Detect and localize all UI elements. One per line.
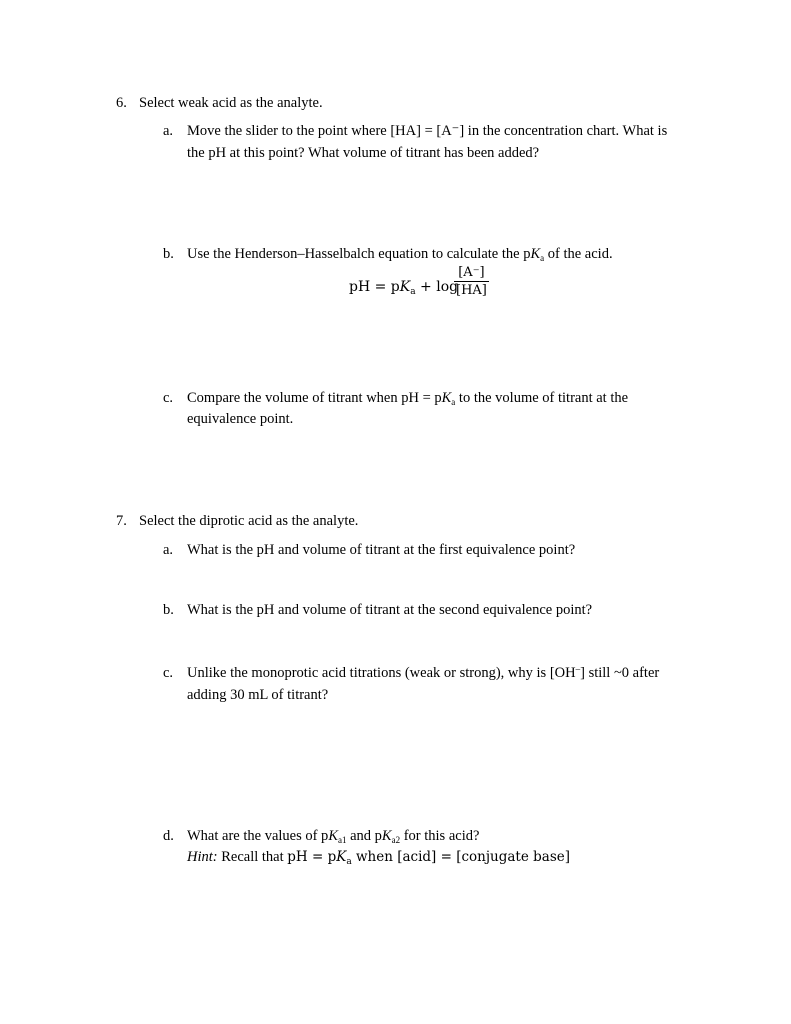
- question-7d-text-k2: K: [381, 828, 392, 844]
- question-6c-letter: c.: [163, 390, 174, 406]
- question-7c-line2: adding 30 mL of titrant?: [187, 687, 329, 703]
- equation-numerator: [A⁻]: [458, 265, 485, 280]
- equation-sub-a: a: [410, 287, 416, 297]
- hint-text: Recall that: [217, 849, 288, 865]
- question-6a-line2: the pH at this point? What volume of titrant has been added?: [187, 145, 540, 161]
- question-6-text: Select weak acid as the analyte.: [139, 95, 323, 111]
- question-7-number: 7.: [116, 513, 127, 529]
- question-7c-text-post: ] still ~0 after: [580, 665, 660, 681]
- question-6c-text-post: to the volume of titrant at the: [455, 390, 629, 406]
- hint-math: [287, 849, 570, 865]
- equation-fraction: [454, 264, 489, 299]
- question-7d-text-sub2: a2: [391, 835, 401, 845]
- question-6-number: 6.: [116, 95, 127, 111]
- question-7d-text-sub1: a1: [337, 835, 347, 845]
- question-7b-letter: b.: [163, 602, 174, 618]
- equation-denominator: [HA]: [456, 283, 487, 298]
- question-7d-text-pre: What are the values of p: [187, 828, 329, 844]
- question-6c-text-sub: a: [451, 397, 456, 407]
- hint-label: Hint:: [187, 849, 218, 865]
- question-7a-letter: a.: [163, 542, 174, 558]
- question-7c-text-sup: –: [575, 664, 581, 674]
- question-7d-text-mid: and p: [346, 828, 382, 844]
- question-6c-line2: equivalence point.: [187, 411, 294, 427]
- question-7d-letter: d.: [163, 828, 174, 844]
- hint-math-k: K: [336, 849, 347, 865]
- question-7d-line1: [187, 826, 479, 848]
- question-7-text: Select the diprotic acid as the analyte.: [139, 513, 359, 529]
- equation-k: K: [399, 279, 411, 295]
- hint-math-sub: a: [346, 857, 352, 867]
- question-6a-letter: a.: [163, 123, 174, 139]
- question-7c-text-pre: Unlike the monoprotic acid titrations (weak or strong), why is [OH: [187, 665, 576, 681]
- question-6b-line1: [187, 244, 613, 266]
- hint-math-pre: pH = p: [287, 849, 337, 865]
- hint-math-post: when [acid] = [conjugate base]: [351, 849, 571, 865]
- question-7d-text-post: for this acid?: [400, 828, 480, 844]
- question-6b-text-post: of the acid.: [544, 246, 613, 262]
- question-7d-text-k1: K: [328, 828, 338, 844]
- henderson-hasselbalch-equation-lhs: [349, 277, 458, 300]
- question-7c-line1: [187, 663, 659, 685]
- equation-plus-log: + log: [415, 279, 459, 295]
- equation-ph-text: pH = p: [349, 279, 400, 295]
- question-6b-letter: b.: [163, 246, 174, 262]
- question-6c-line1: [187, 388, 628, 410]
- question-6b-text-sub: a: [540, 253, 545, 263]
- question-7c-letter: c.: [163, 665, 174, 681]
- question-6b-text-pre: Use the Henderson–Hasselbalch equation to calculate the p: [187, 246, 531, 262]
- question-7b-line1: What is the pH and volume of titrant at the second equivalence point?: [187, 602, 593, 618]
- question-7a-line1: What is the pH and volume of titrant at the first equivalence point?: [187, 542, 576, 558]
- question-7d-hint: [187, 847, 570, 870]
- question-6b-text-k: K: [530, 246, 541, 262]
- question-6a-line1: Move the slider to the point where [HA] = [A⁻] in the concentration chart. What is: [187, 123, 668, 139]
- question-6c-text-k: K: [441, 390, 452, 406]
- question-6c-text-pre: Compare the volume of titrant when pH = p: [187, 390, 442, 406]
